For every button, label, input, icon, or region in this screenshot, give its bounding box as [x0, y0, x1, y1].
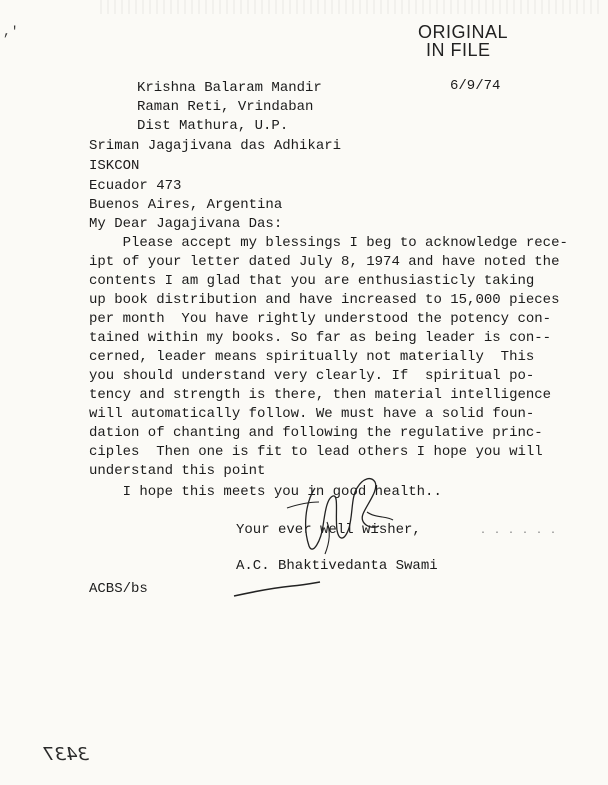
body-line-5: per month You have rightly understood the potency con- [89, 311, 552, 327]
original-in-file-stamp [418, 23, 508, 59]
handwritten-signature [275, 468, 405, 560]
scan-edge-noise [100, 0, 600, 14]
address-line-1: Krishna Balaram Mandir [137, 80, 322, 96]
address-line-2: Raman Reti, Vrindaban [137, 99, 314, 115]
signature-underline [232, 580, 322, 600]
body-line-7: cerned, leader means spiritually not materially This [89, 349, 535, 365]
recipient-city: Buenos Aires, Argentina [89, 197, 283, 213]
body-line-3: contents I am glad that you are enthusiasticly taking [89, 273, 535, 289]
body-line-10: will automatically follow. We must have a solid foun- [89, 406, 535, 422]
body-line-2: ipt of your letter dated July 8, 1974 and have noted the [89, 254, 560, 270]
body-line-12: ciples Then one is fit to lead others I hope you will [89, 444, 543, 460]
valediction: Your ever well wisher, [236, 522, 421, 538]
body-line-11: dation of chanting and following the regulative princ- [89, 425, 543, 441]
body-line-9: tency and strength is there, then material intelligence [89, 387, 552, 403]
body-line-1: Please accept my blessings I beg to acknowledge rece- [89, 235, 568, 251]
body-line-4: up book distribution and have increased to 15,000 pieces [89, 292, 560, 308]
archive-page-mark [36, 740, 96, 766]
letter-date: 6/9/74 [450, 78, 501, 94]
body-line-13: understand this point [89, 463, 266, 479]
stamp-line-in-file: IN FILE [426, 40, 491, 60]
scan-dots: · · · · · · [480, 528, 558, 539]
signer-name: A.C. Bhaktivedanta Swami [236, 558, 438, 574]
margin-mark: ,' [3, 24, 19, 39]
address-line-3: Dist Mathura, U.P. [137, 118, 289, 134]
typist-initials: ACBS/bs [89, 581, 148, 597]
salutation: My Dear Jagajivana Das: [89, 216, 283, 232]
body-line-8: you should understand very clearly. If spiritual po- [89, 368, 535, 384]
body-line-6: tained within my books. So far as being leader is con-- [89, 330, 552, 346]
closing-line: I hope this meets you in good health.. [89, 484, 442, 500]
stamp-line-original: ORIGINAL [418, 22, 509, 42]
recipient-name: Sriman Jagajivana das Adhikari [89, 138, 342, 154]
recipient-street: Ecuador 473 [89, 178, 182, 194]
archive-page-mark-text: 3437 [43, 744, 89, 765]
recipient-org: ISKCON [89, 158, 140, 174]
